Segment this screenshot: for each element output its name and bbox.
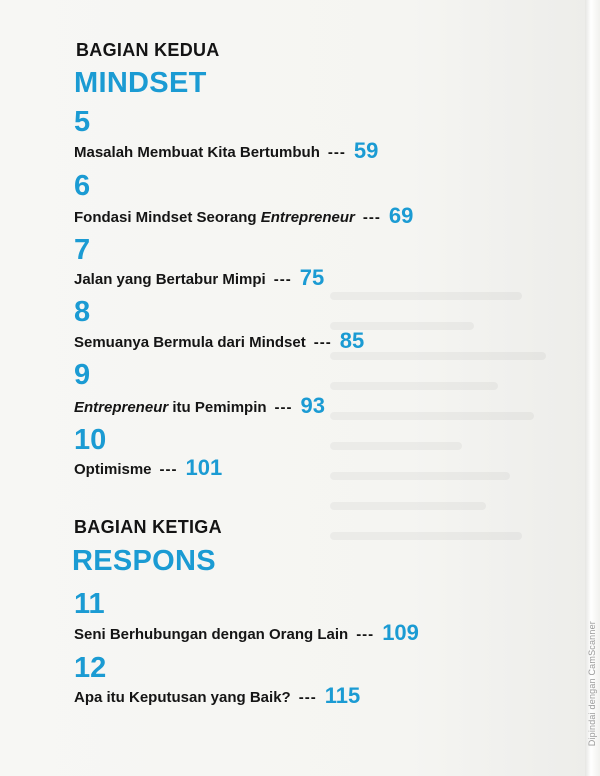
part-label: BAGIAN KETIGA [74,517,222,537]
chapter-number: 10 [74,424,107,456]
chapter-number: 8 [74,296,91,328]
chapter-title: Masalah Membuat Kita Bertumbuh [74,144,320,161]
toc-entry[interactable] [74,455,222,481]
leader-dashes: --- [356,626,375,643]
chapter-title: Seni Berhubungan dengan Orang Lain [74,626,349,643]
page-number: 59 [353,138,379,163]
leader-dashes: --- [362,209,381,226]
leader-dashes: --- [273,271,292,288]
chapter-title: Optimisme [74,461,152,478]
chapter-number: 6 [74,170,91,202]
chapter-number: 9 [74,359,91,391]
page-number: 85 [339,328,365,353]
chapter-title: Apa itu Keputusan yang Baik? [74,689,291,706]
page-number: 69 [388,203,414,228]
toc-entry[interactable] [74,203,413,229]
chapter-title: Jalan yang Bertabur Mimpi [74,271,266,288]
leader-dashes: --- [298,689,317,706]
chapter-number: 12 [74,652,107,684]
chapter-title: itu Pemimpin [168,399,267,416]
leader-dashes: --- [313,334,332,351]
toc-entry[interactable] [74,683,360,709]
leader-dashes: --- [274,399,293,416]
chapter-title: Fondasi Mindset Seorang [74,209,261,226]
chapter-number: 5 [74,106,91,138]
toc-entry[interactable] [74,265,324,291]
page-number: 101 [185,455,223,480]
part-title: RESPONS [72,545,216,577]
chapter-number: 7 [74,234,91,266]
toc-entry[interactable] [74,138,378,164]
toc-entry[interactable] [74,328,364,354]
page-number: 75 [299,265,325,290]
part-label: BAGIAN KEDUA [76,40,220,60]
page-number: 109 [382,620,419,645]
part-title: MINDSET [74,67,207,99]
chapter-title-italic: Entrepreneur [260,209,355,226]
toc-entry[interactable] [74,393,325,419]
chapter-title-italic: Entrepreneur [74,399,169,416]
page-number: 115 [324,683,361,708]
leader-dashes: --- [327,144,346,161]
bleed-through-text [330,270,570,730]
chapter-number: 11 [74,588,105,620]
leader-dashes: --- [159,461,178,478]
chapter-title: Semuanya Bermula dari Mindset [74,334,306,351]
page-number: 93 [300,393,326,418]
toc-entry[interactable] [74,620,419,646]
scanner-watermark: Dipindai dengan CamScanner [587,620,597,746]
